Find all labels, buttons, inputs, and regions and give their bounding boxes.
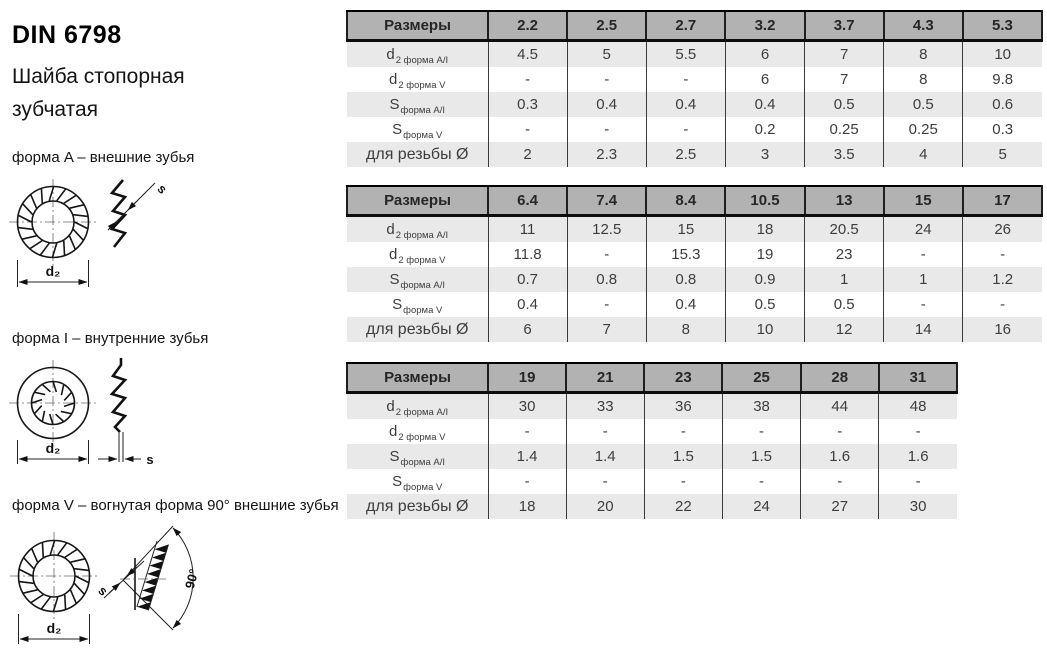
value-cell: 7 (805, 41, 884, 68)
value-cell: 0.5 (805, 92, 884, 117)
size-column-header: 10.5 (725, 186, 804, 216)
row-label-main: для резьбы Ø (366, 497, 469, 515)
size-table-3 (346, 362, 958, 519)
row-label-subscript: 2 форма V (398, 255, 446, 266)
value-cell: - (566, 419, 644, 444)
row-label (347, 419, 488, 444)
table-row (347, 444, 957, 469)
value-cell: 8 (646, 317, 725, 342)
row-label (347, 216, 488, 243)
subtitle-line-2: зубчатая (12, 98, 99, 121)
value-cell: 5 (963, 142, 1042, 167)
size-column-header: 8.4 (646, 186, 725, 216)
value-cell: 1.4 (566, 444, 644, 469)
value-cell: - (722, 419, 800, 444)
row-label-main: для резьбы Ø (366, 145, 469, 163)
row-label (347, 494, 488, 519)
row-label-subscript: форма A/I (400, 457, 445, 468)
form-v-label: форма V – вогнутая форма 90° внешние зубья (12, 497, 339, 514)
value-cell: 0.8 (646, 267, 725, 292)
value-cell: 24 (884, 216, 963, 243)
value-cell: 5 (567, 41, 646, 68)
row-label-subscript: форма A/I (400, 280, 445, 291)
dim-s-label: s (154, 181, 171, 197)
form-i-label: форма I – внутренние зубья (12, 330, 209, 347)
row-label-main: d (389, 71, 398, 88)
value-cell: - (646, 67, 725, 92)
row-label-main: d (386, 221, 395, 238)
value-cell: 0.8 (567, 267, 646, 292)
row-label (347, 242, 488, 267)
size-column-header: 2.7 (646, 11, 725, 41)
value-cell: 12 (805, 317, 884, 342)
value-cell: 0.4 (725, 92, 804, 117)
dim-s-label: s (146, 452, 154, 467)
value-cell: 9.8 (963, 67, 1042, 92)
sizes-header-cell: Размеры (347, 363, 488, 393)
size-table-2 (346, 185, 1043, 342)
value-cell: 6 (725, 41, 804, 68)
value-cell: - (963, 292, 1042, 317)
value-cell: 0.25 (884, 117, 963, 142)
value-cell: 10 (725, 317, 804, 342)
table-header-row (347, 11, 1042, 41)
table-row (347, 92, 1042, 117)
value-cell: - (488, 117, 567, 142)
row-label-subscript: 2 форма V (398, 80, 446, 91)
size-column-header: 7.4 (567, 186, 646, 216)
size-column-header: 6.4 (488, 186, 567, 216)
value-cell: 7 (567, 317, 646, 342)
row-label (347, 267, 488, 292)
row-label-subscript: 2 форма A/I (395, 55, 449, 66)
value-cell: 6 (488, 317, 567, 342)
value-cell: 0.4 (646, 292, 725, 317)
row-label-main: d (389, 423, 398, 440)
value-cell: 2.5 (646, 142, 725, 167)
value-cell: 23 (805, 242, 884, 267)
table-row (347, 419, 957, 444)
table-row (347, 494, 957, 519)
row-label-main: S (389, 448, 400, 465)
row-label-main: S (392, 296, 403, 313)
size-column-header: 2.2 (488, 11, 567, 41)
dim-d2-label: d₂ (45, 440, 61, 456)
table-row (347, 242, 1042, 267)
value-cell: 0.5 (884, 92, 963, 117)
size-column-header: 25 (722, 363, 800, 393)
value-cell: 36 (644, 393, 722, 420)
row-label (347, 117, 488, 142)
value-cell: - (567, 242, 646, 267)
size-column-header: 4.3 (884, 11, 963, 41)
row-label-subscript: форма V (403, 482, 443, 493)
size-column-header: 28 (801, 363, 879, 393)
page-title: DIN 6798 (12, 20, 122, 49)
value-cell: 7 (805, 67, 884, 92)
row-label (347, 469, 488, 494)
value-cell: 16 (963, 317, 1042, 342)
row-label-subscript: 2 форма A/I (395, 230, 449, 241)
value-cell: - (801, 469, 879, 494)
row-label-main: d (386, 46, 395, 63)
value-cell: 44 (801, 393, 879, 420)
sizes-header-cell: Размеры (347, 11, 488, 41)
subtitle-line-1: Шайба стопорная (12, 65, 185, 88)
value-cell: 2.3 (567, 142, 646, 167)
value-cell: - (644, 469, 722, 494)
value-cell: - (488, 469, 566, 494)
value-cell: 5.5 (646, 41, 725, 68)
value-cell: 0.3 (963, 117, 1042, 142)
size-column-header: 23 (644, 363, 722, 393)
value-cell: 18 (725, 216, 804, 243)
value-cell: - (879, 469, 957, 494)
value-cell: - (488, 67, 567, 92)
value-cell: - (644, 419, 722, 444)
value-cell: 0.4 (567, 92, 646, 117)
value-cell: 15.3 (646, 242, 725, 267)
value-cell: 4 (884, 142, 963, 167)
value-cell: - (488, 419, 566, 444)
value-cell: - (567, 292, 646, 317)
value-cell: - (646, 117, 725, 142)
row-label-subscript: форма V (403, 305, 443, 316)
row-label (347, 67, 488, 92)
row-label (347, 92, 488, 117)
value-cell: 20 (566, 494, 644, 519)
din6798-size-table (346, 10, 1043, 167)
value-cell: 33 (566, 393, 644, 420)
value-cell: 11 (488, 216, 567, 243)
row-label-subscript: 2 форма V (398, 432, 446, 443)
sizes-header-cell: Размеры (347, 186, 488, 216)
value-cell: 1.6 (801, 444, 879, 469)
size-column-header: 31 (879, 363, 957, 393)
value-cell: - (884, 242, 963, 267)
row-label-subscript: форма A/I (400, 105, 445, 116)
row-label-main: S (392, 473, 403, 490)
dim-d2-label: d₂ (46, 620, 62, 636)
value-cell: 12.5 (567, 216, 646, 243)
din6798-size-table (346, 185, 1043, 342)
value-cell: - (567, 117, 646, 142)
value-cell: 1.4 (488, 444, 566, 469)
row-label (347, 41, 488, 68)
value-cell: 8 (884, 67, 963, 92)
value-cell: 20.5 (805, 216, 884, 243)
value-cell: - (801, 419, 879, 444)
form-v-drawing (8, 518, 343, 660)
value-cell: 27 (801, 494, 879, 519)
row-label-main: d (386, 398, 395, 415)
value-cell: 0.4 (488, 292, 567, 317)
value-cell: 18 (488, 494, 566, 519)
table-row (347, 317, 1042, 342)
value-cell: 0.4 (646, 92, 725, 117)
value-cell: 30 (488, 393, 566, 420)
value-cell: 38 (722, 393, 800, 420)
form-a-label: форма A – внешние зубья (12, 149, 195, 166)
table-row (347, 67, 1042, 92)
value-cell: 4.5 (488, 41, 567, 68)
size-column-header: 15 (884, 186, 963, 216)
dim-d2-label: d₂ (45, 263, 61, 279)
size-table-1 (346, 10, 1043, 167)
row-label (347, 444, 488, 469)
size-column-header: 19 (488, 363, 566, 393)
table-row (347, 267, 1042, 292)
value-cell: 26 (963, 216, 1042, 243)
row-label-subscript: 2 форма A/I (395, 407, 449, 418)
value-cell: 1.5 (722, 444, 800, 469)
value-cell: 1.6 (879, 444, 957, 469)
page-subtitle (12, 60, 185, 126)
value-cell: 0.6 (963, 92, 1042, 117)
form-a-drawing (8, 170, 223, 302)
value-cell: 0.7 (488, 267, 567, 292)
value-cell: 10 (963, 41, 1042, 68)
value-cell: 0.9 (725, 267, 804, 292)
row-label-main: для резьбы Ø (366, 320, 469, 338)
value-cell: 11.8 (488, 242, 567, 267)
value-cell: 24 (722, 494, 800, 519)
size-column-header: 2.5 (567, 11, 646, 41)
size-column-header: 21 (566, 363, 644, 393)
cone-angle-label: 90° (181, 567, 202, 591)
din6798-size-table (346, 362, 958, 519)
value-cell: 30 (879, 494, 957, 519)
table-row (347, 292, 1042, 317)
value-cell: - (567, 67, 646, 92)
row-label (347, 393, 488, 420)
value-cell: 0.5 (805, 292, 884, 317)
row-label-main: S (389, 96, 400, 113)
size-column-header: 13 (805, 186, 884, 216)
value-cell: 22 (644, 494, 722, 519)
value-cell: 48 (879, 393, 957, 420)
size-column-header: 17 (963, 186, 1042, 216)
row-label (347, 142, 488, 167)
value-cell: 2 (488, 142, 567, 167)
value-cell: 0.2 (725, 117, 804, 142)
row-label-subscript: форма V (403, 130, 443, 141)
value-cell: 0.25 (805, 117, 884, 142)
value-cell: 0.3 (488, 92, 567, 117)
size-column-header: 5.3 (963, 11, 1042, 41)
value-cell: 1.2 (963, 267, 1042, 292)
table-row (347, 41, 1042, 68)
value-cell: 0.5 (725, 292, 804, 317)
table-row (347, 216, 1042, 243)
value-cell: 3.5 (805, 142, 884, 167)
value-cell: - (879, 419, 957, 444)
table-header-row (347, 186, 1042, 216)
table-row (347, 393, 957, 420)
table-row (347, 142, 1042, 167)
value-cell: 1.5 (644, 444, 722, 469)
value-cell: 6 (725, 67, 804, 92)
row-label-main: d (389, 246, 398, 263)
value-cell: 1 (805, 267, 884, 292)
table-header-row (347, 363, 957, 393)
form-i-drawing (8, 352, 223, 480)
table-row (347, 117, 1042, 142)
dim-s-label: s (95, 582, 112, 599)
value-cell: - (884, 292, 963, 317)
value-cell: 15 (646, 216, 725, 243)
row-label (347, 317, 488, 342)
value-cell: 1 (884, 267, 963, 292)
value-cell: 8 (884, 41, 963, 68)
value-cell: - (963, 242, 1042, 267)
table-row (347, 469, 957, 494)
value-cell: - (566, 469, 644, 494)
row-label-main: S (392, 121, 403, 138)
value-cell: 19 (725, 242, 804, 267)
value-cell: 3 (725, 142, 804, 167)
row-label (347, 292, 488, 317)
size-column-header: 3.2 (725, 11, 804, 41)
value-cell: 14 (884, 317, 963, 342)
size-column-header: 3.7 (805, 11, 884, 41)
value-cell: - (722, 469, 800, 494)
row-label-main: S (389, 271, 400, 288)
